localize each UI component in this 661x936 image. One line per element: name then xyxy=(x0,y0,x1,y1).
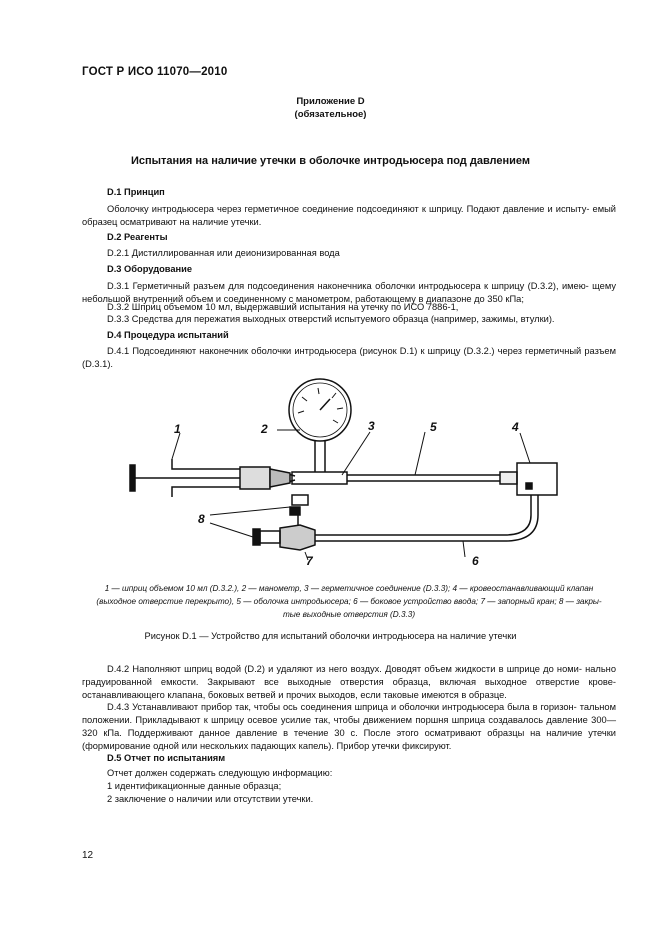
syringe-tip xyxy=(270,469,290,487)
valve-cap xyxy=(526,483,532,489)
document-header: ГОСТ Р ИСО 11070—2010 xyxy=(82,66,228,78)
figure-label-4: 4 xyxy=(512,420,519,434)
stopcock-outlet xyxy=(260,531,280,543)
leader-8b xyxy=(210,523,253,537)
leader-8a xyxy=(210,507,290,515)
section-d4-heading: D.4 Процедура испытаний xyxy=(107,330,229,340)
stopcock-handle xyxy=(290,507,300,515)
section-d4-item3: D.4.3 Устанавливают прибор так, чтобы ось соединения шприца и оболочки интродьюсера была в горизон- тальном положении. Прикладывают к шприцу осевое усилие так, чтобы движением поршня шприца создавалось давление 300—320 кПа. Поддерживают данное давление в течение 30 с. После этого осматривают образцы на наличие утечки (формирование одной или нескольких падающих капель). Прибор утечки фиксируют. xyxy=(82,702,616,751)
section-d3-heading: D.3 Оборудование xyxy=(107,264,193,274)
section-d4-item1: D.4.1 Подсоединяют наконечник оболочки интродьюсера (рисунок D.1) к шприцу (D.3.2.) через герметичный разъем (D.3.1). xyxy=(82,346,616,369)
side-port-tube xyxy=(315,495,531,535)
figure-caption-line2: (выходное отверстие перекрыто), 5 — оболочка интродьюсера; 6 — боковое устройство ввода; 7 — запорный кран; 8 — закры- xyxy=(96,597,602,606)
figure-label-3: 3 xyxy=(368,419,375,433)
syringe-plunger-head xyxy=(130,465,135,491)
figure-caption-line3: тые выходные отверстия (D.3.3) xyxy=(282,610,416,619)
section-d5-intro: Отчет должен содержать следующую информацию: xyxy=(107,768,333,778)
syringe-piston xyxy=(240,467,270,489)
leader-6 xyxy=(463,541,465,557)
side-port-tube-outer xyxy=(315,495,538,541)
leader-1 xyxy=(172,433,180,459)
section-d1-heading: D.1 Принцип xyxy=(107,187,165,197)
section-d3-item2: D.3.2 Шприц объемом 10 мл, выдержавший испытания на утечку по ИСО 7886-1, xyxy=(107,302,459,312)
section-d5-item1: 1 идентификационные данные образца; xyxy=(107,781,282,791)
figure-title: Рисунок D.1 — Устройство для испытаний оболочки интродьюсера на наличие утечки xyxy=(144,631,517,641)
valve-nose xyxy=(500,472,517,484)
appendix-title: Испытания на наличие утечки в оболочке интродьюсера под давлением xyxy=(130,155,531,167)
section-d4-item2: D.4.2 Наполняют шприц водой (D.2) и удаляют из него воздух. Доводят объем жидкости в шприце до номи- нально градуированной емкости. Закрывают все выходные отверстия образца, включая выходное отверстие крове- останавливающего клапана, боковых ветвей и прочих выходов, если таковые имеются в образце. xyxy=(82,664,616,700)
section-d3-item1: D.3.1 Герметичный разъем для подсоединения наконечника оболочки интродьюсера к шприцу (D.3.2), имею- щему небольшой внутренний объем и соединенному с манометром, работающему в диапазоне до 350 кПа; xyxy=(82,281,616,304)
connector-block xyxy=(292,472,347,484)
section-d5-heading: D.5 Отчет по испытаниям xyxy=(107,753,226,763)
manometer-needle xyxy=(320,399,330,410)
figure-label-5: 5 xyxy=(430,420,437,434)
section-d3-item3: D.3.3 Средства для пережатия выходных отверстий испытуемого образца (например, зажимы, втулки). xyxy=(107,314,555,324)
leader-3 xyxy=(342,432,370,475)
figure-caption-line1: 1 — шприц объемом 10 мл (D.3.2.), 2 — манометр, 3 — герметичное соединение (D.3.3); 4 — кровеостанавливающий клапан xyxy=(104,584,594,593)
stopcock-body xyxy=(280,525,315,550)
appendix-label: Приложение D xyxy=(296,96,365,107)
stopcock-top xyxy=(292,495,308,505)
figure-label-7: 7 xyxy=(306,554,313,568)
figure-label-1: 1 xyxy=(174,422,181,436)
leader-5 xyxy=(415,432,425,475)
stopcock-cap xyxy=(253,529,260,545)
section-d2-item: D.2.1 Дистиллированная или деионизированная вода xyxy=(107,248,340,258)
figure-label-8: 8 xyxy=(198,512,205,526)
section-d5-item2: 2 заключение о наличии или отсутствии утечки. xyxy=(107,794,314,804)
figure-label-6: 6 xyxy=(472,554,479,568)
section-d2-heading: D.2 Реагенты xyxy=(107,232,168,242)
hemostatic-valve xyxy=(517,463,557,495)
figure-d1 xyxy=(120,375,580,575)
section-d1-text: Оболочку интродьюсера через герметичное соединение подсоединяют к шприцу. Подают давление и испыту- емый образец осматривают на наличие утечки. xyxy=(82,204,616,227)
leader-4 xyxy=(520,433,530,463)
appendix-status: (обязательное) xyxy=(294,109,367,120)
figure-label-2: 2 xyxy=(261,422,268,436)
page-number: 12 xyxy=(82,850,94,861)
